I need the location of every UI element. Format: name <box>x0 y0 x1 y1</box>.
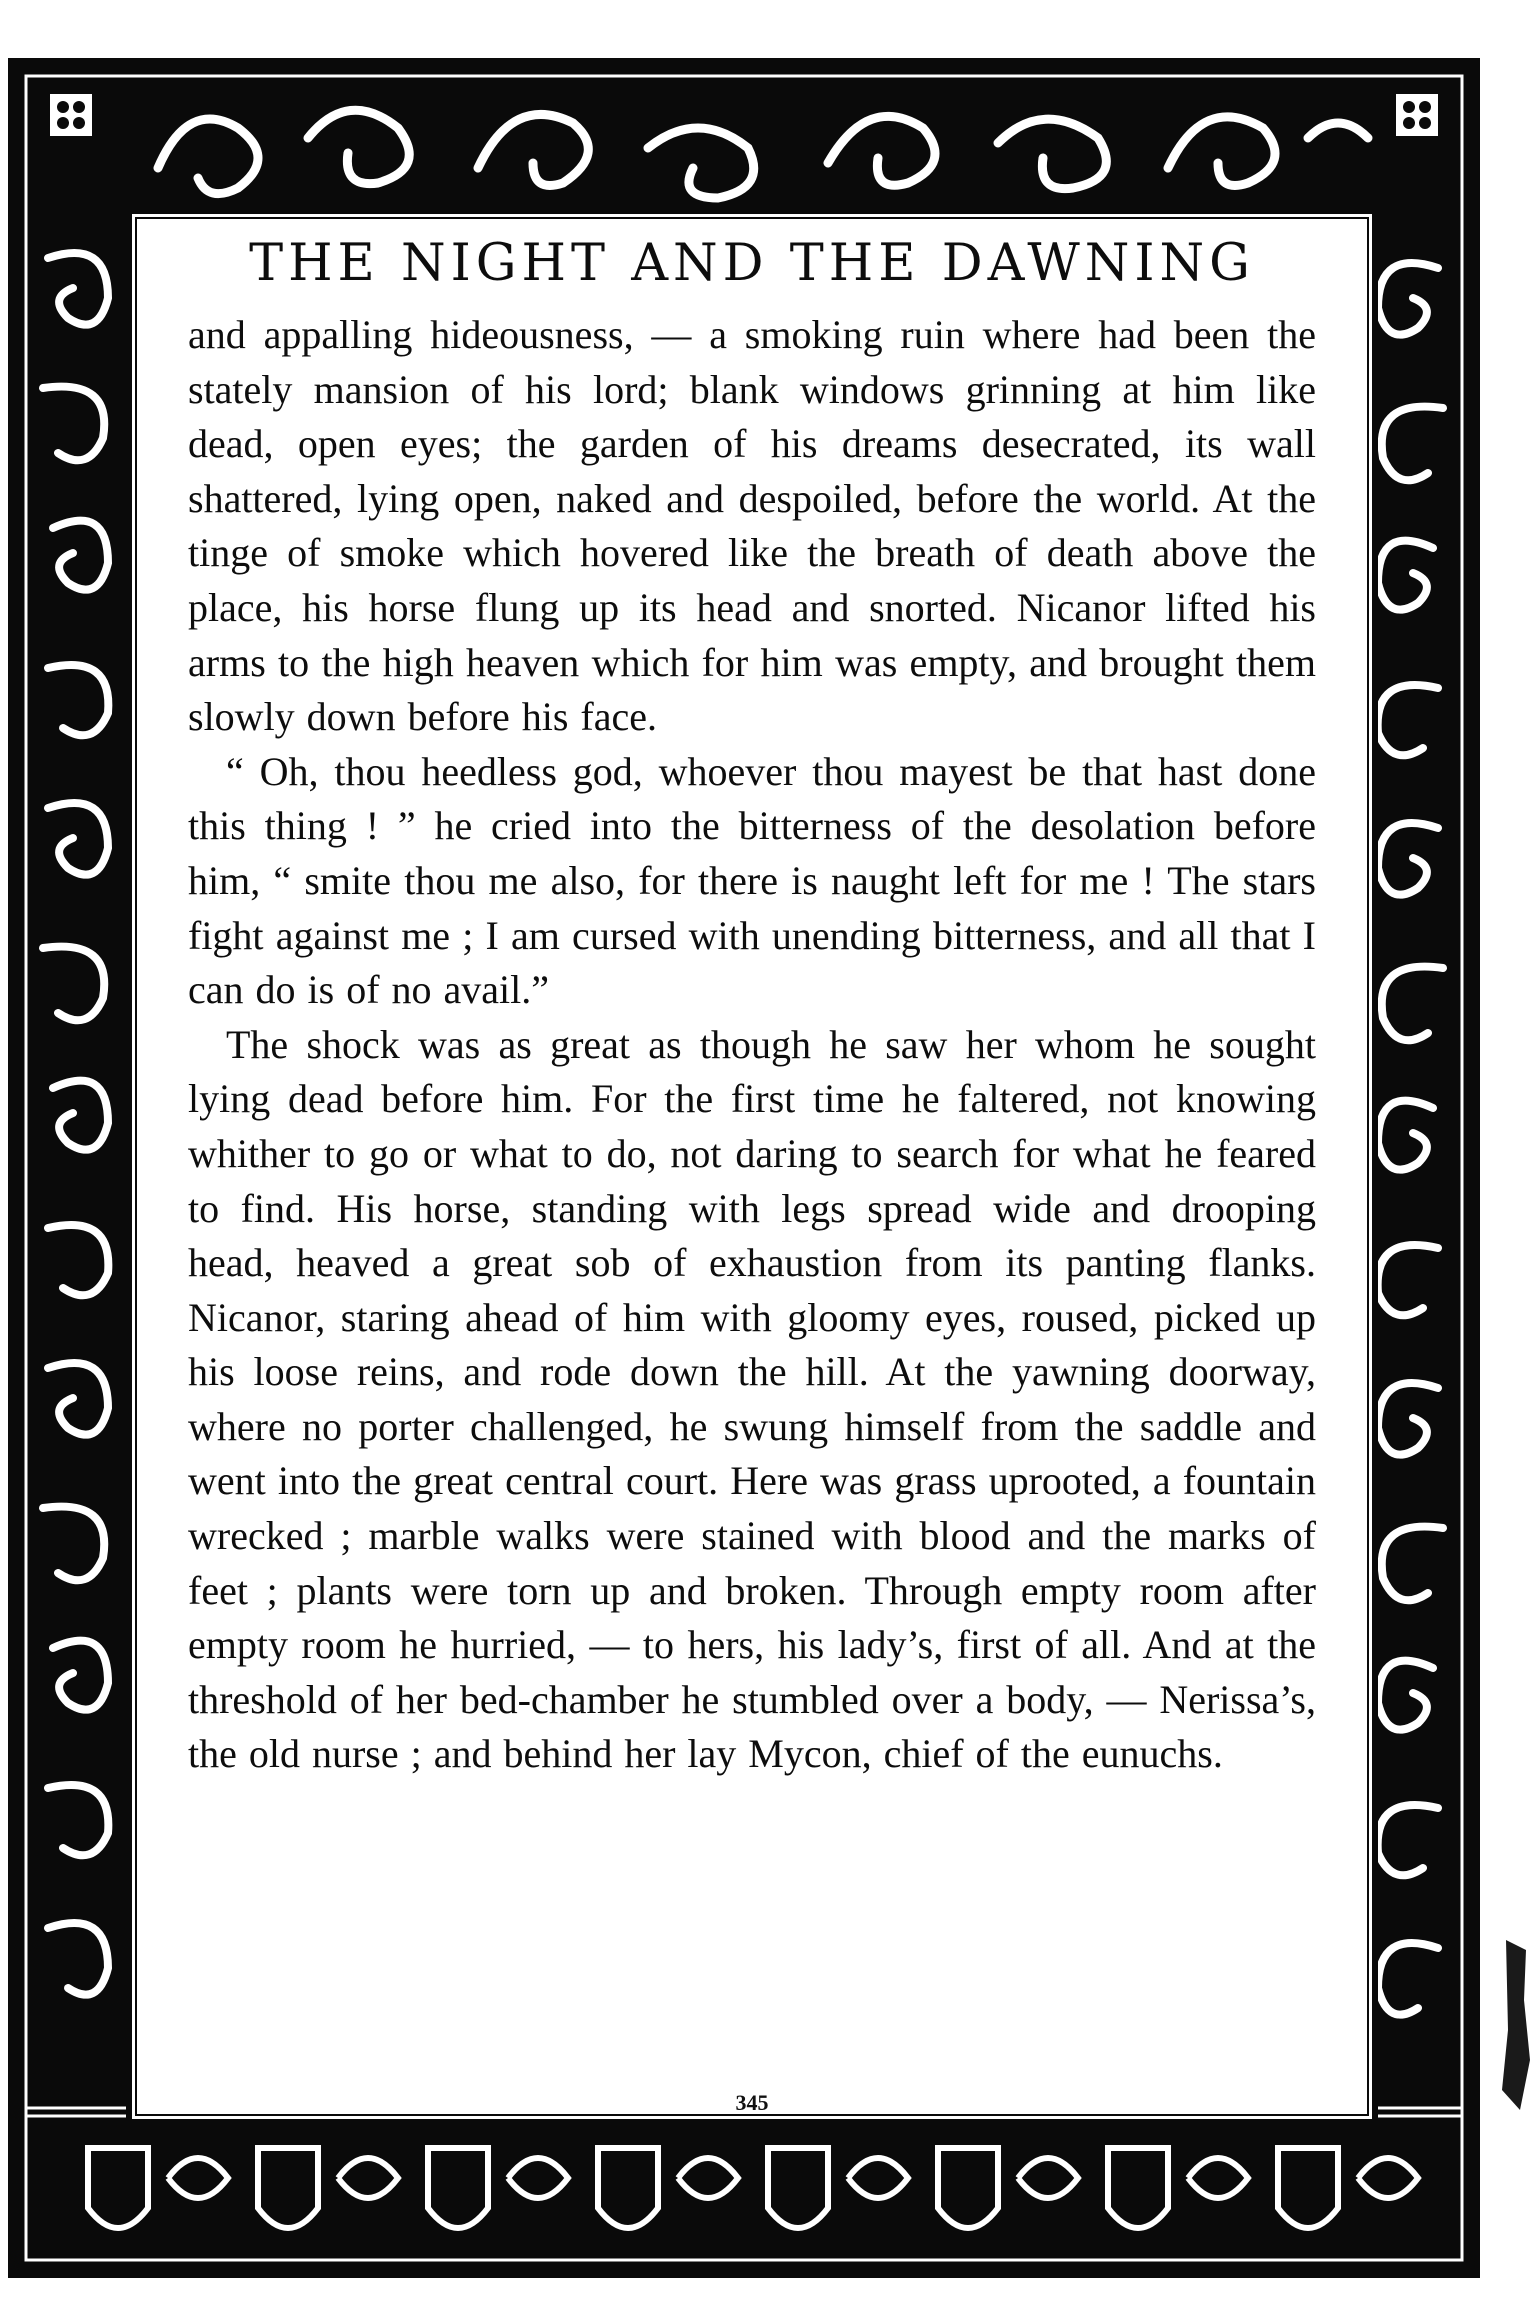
text-panel <box>126 208 1378 2125</box>
ornamental-border-frame <box>8 58 1480 2278</box>
page-edge-shadow <box>1496 1940 1532 2110</box>
paragraph-2: “ Oh, thou heedless god, whoever thou mayest be that hast done this thing ! ” he cried into the bitterness of the desolation before him, “ smite thou me also, for there is naught left for me ! The stars fight against me ; I am cursed with unending bitterness, and all that I can do is of no avail.” <box>188 748 1316 1013</box>
body-text <box>188 308 1316 1782</box>
top-band-ornament <box>158 110 1368 198</box>
right-band-ornament <box>1378 263 1443 2015</box>
bottom-band-ornament <box>88 2148 1418 2228</box>
paragraph-1: and appalling hideousness, — a smoking ruin where had been the stately mansion of his lord; blank windows grinning at him like dead, open eyes; the garden of his dreams desecrated, its wall shattered, lying open, naked and despoiled, before the world. At the tinge of smoke which hovered like the breath of death above the place, his horse flung up its head and snorted. Nicanor lifted his arms to the high heaven which for him was empty, and brought them slowly down before his face. <box>188 312 1316 740</box>
left-band-ornament <box>43 253 108 1995</box>
corner-rosette-top-left <box>46 90 96 140</box>
page-number: 345 <box>735 2092 769 2112</box>
paragraph-3: The shock was as great as though he saw her whom he sought lying dead before him. For the first time he faltered, not knowing whither to go or what to do, not daring to search for what he feared to find. His horse, standing with legs spread wide and drooping head, heaved a great sob of exhaustion from its panting flanks. Nicanor, staring ahead of him with gloomy eyes, roused, picked up his loose reins, and rode down the hill. At the yawning doorway, where no porter challenged, he swung himself from the saddle and went into the great central court. Here was grass uprooted, a fountain wrecked ; marble walks were stained with blood and the marks of feet ; plants were torn up and broken. Through empty room after empty room he hurried, — to hers, his lady’s, first of all. And at the threshold of her bed-chamber he stumbled over a body, — Nerissa’s, the old nurse ; and behind her lay Mycon, chief of the eunuchs. <box>188 1021 1316 1777</box>
corner-rosette-top-right <box>1392 90 1442 140</box>
running-head: THE NIGHT AND THE DAWNING <box>249 234 1255 293</box>
